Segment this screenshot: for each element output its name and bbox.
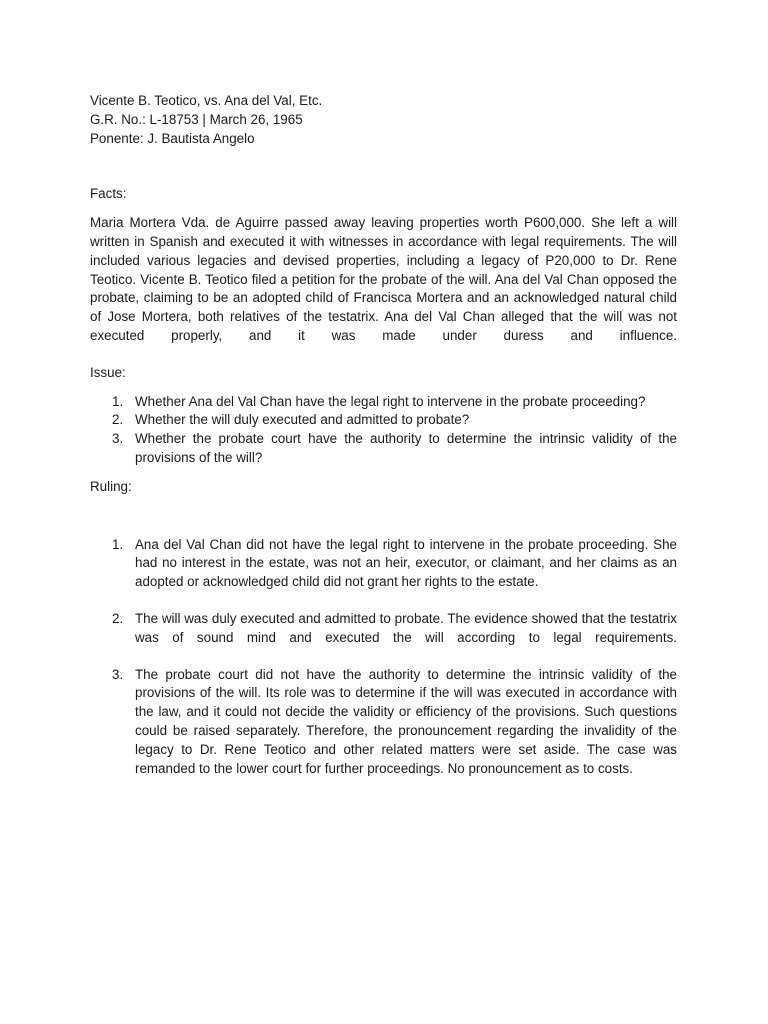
issue-list <box>90 393 677 468</box>
list-number: 3. <box>112 431 124 447</box>
list-number: 2. <box>112 412 124 428</box>
list-item <box>90 411 677 430</box>
list-number: 2. <box>112 610 124 626</box>
case-header <box>90 92 677 148</box>
document-page <box>90 92 677 778</box>
ponente: Ponente: J. Bautista Angelo <box>90 130 255 146</box>
list-item <box>90 666 677 779</box>
ruling-text: The probate court did not have the authority to determine the intrinsic validity of the provisions of the will. Its role was to determine if the will was executed in accordance with the law, and it could not decide the validity or efficiency of the provisions. Such questions could be raised separately. Therefore, the pronouncement regarding the invalidity of the legacy to Dr. Rene Teotico and other related matters were set aside. The case was remanded to the lower court for further proceedings. No pronouncement as to costs. <box>135 666 677 776</box>
list-item <box>90 430 677 468</box>
ruling-text: The will was duly executed and admitted to probate. The evidence showed that the testatrix was of sound mind and executed the will according to legal requirements. <box>135 610 677 645</box>
ruling-heading: Ruling: <box>90 478 132 494</box>
issue-heading: Issue: <box>90 364 126 380</box>
issue-text: Whether the probate court have the authority to determine the intrinsic validity of the provisions of the will? <box>135 431 677 465</box>
list-number: 3. <box>112 666 124 682</box>
case-title: Vicente B. Teotico, vs. Ana del Val, Etc. <box>90 93 323 108</box>
ruling-text: Ana del Val Chan did not have the legal right to intervene in the probate proceeding. She had no interest in the estate, was not an heir, executor, or claimant, and her claims as an adopted or acknowledged child did not grant her rights to the estate. <box>135 536 677 590</box>
issue-text: Whether Ana del Val Chan have the legal right to intervene in the probate proceeding? <box>135 393 646 409</box>
list-item <box>90 610 677 648</box>
facts-body: Maria Mortera Vda. de Aguirre passed away leaving properties worth P600,000. She left a will written in Spanish and executed it with witnesses in accordance with legal requirements. The will included various legacies and devised properties, including a legacy of P20,000 to Dr. Rene Teotico. Vicente B. Teotico filed a petition for the probate of the will. Ana del Val Chan opposed the probate, claiming to be an adopted child of Francisca Mortera and an acknowledged natural child of Jose Mortera, both relatives of the testatrix. Ana del Val Chan alleged that the will was not executed properly, and it was made under duress and influence. <box>90 215 677 343</box>
issue-text: Whether the will duly executed and admitted to probate? <box>135 412 470 428</box>
list-number: 1. <box>112 393 124 409</box>
gr-number-date: G.R. No.: L-18753 | March 26, 1965 <box>90 111 303 127</box>
list-number: 1. <box>112 536 124 552</box>
list-item <box>90 393 677 412</box>
ruling-list <box>90 536 677 779</box>
list-item <box>90 536 677 592</box>
facts-heading: Facts: <box>90 186 127 202</box>
